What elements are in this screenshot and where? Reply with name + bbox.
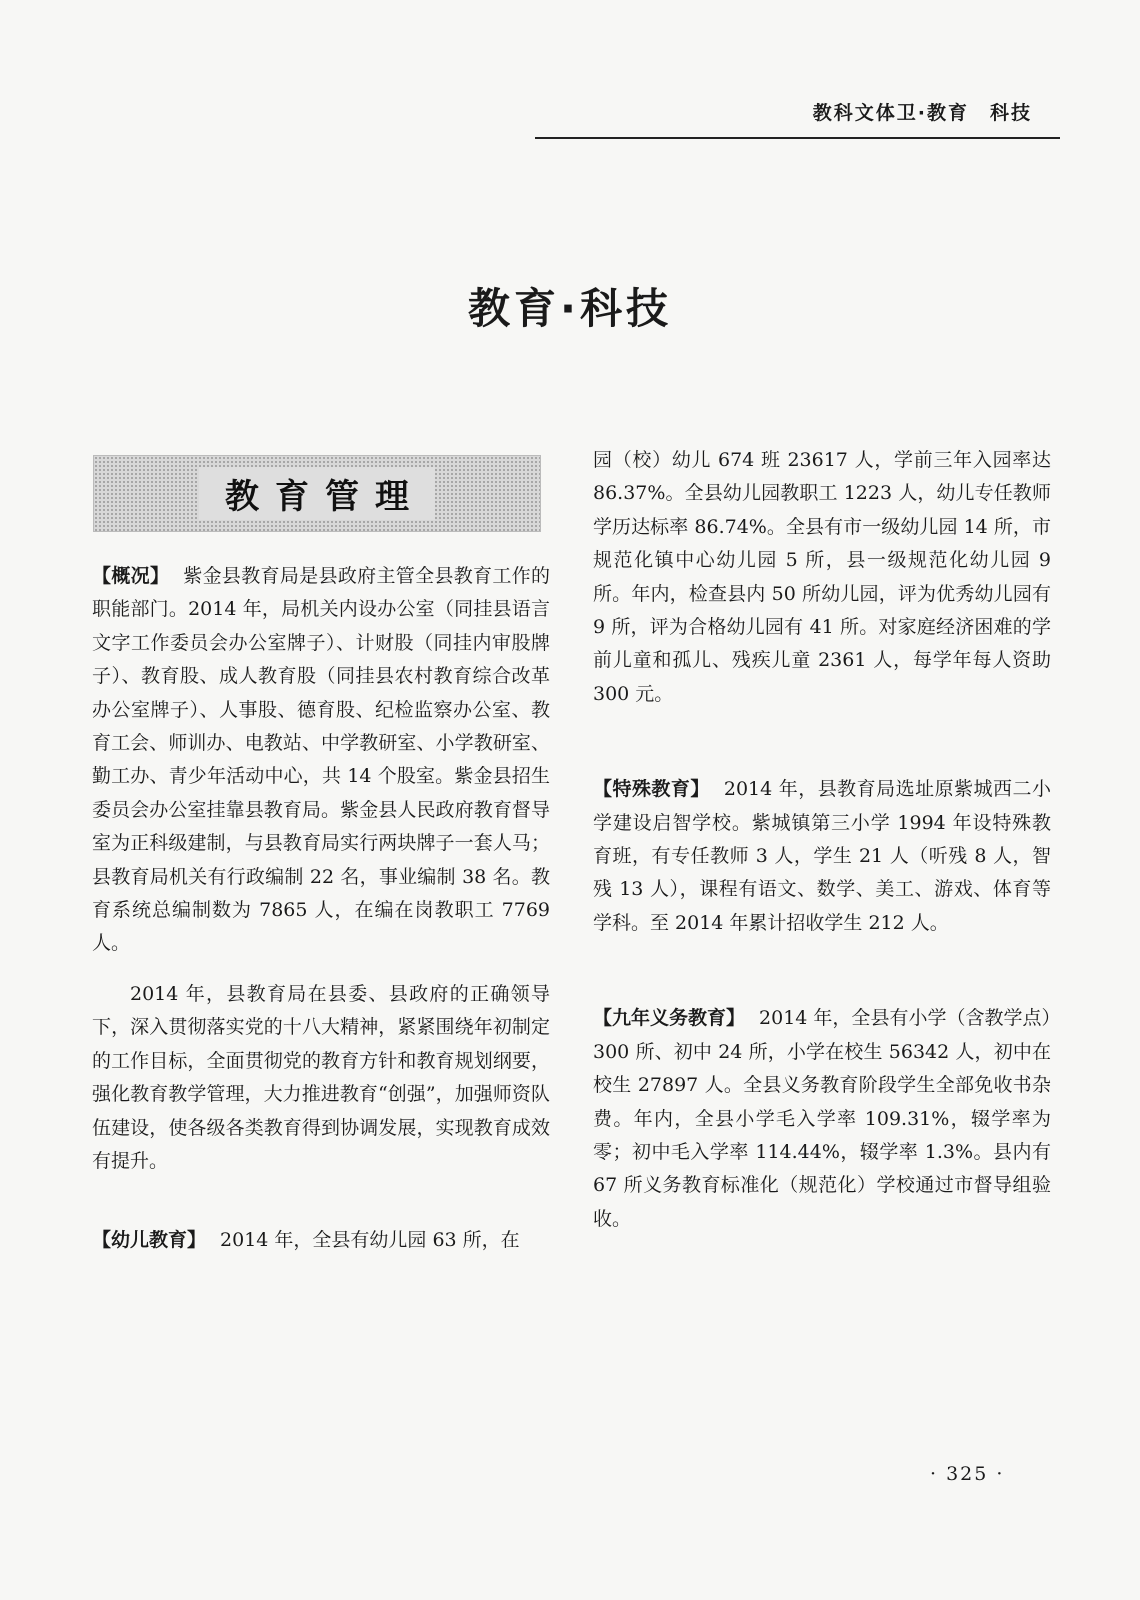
section-banner	[93, 455, 541, 532]
special-education-tag: 【特殊教育】	[593, 778, 710, 801]
paragraph-preschool	[92, 1224, 550, 1257]
right-column	[593, 444, 1051, 1236]
header-rule	[535, 137, 1060, 139]
section-banner-title: 教育管理	[199, 467, 435, 520]
paragraph-compulsory-education	[593, 1002, 1051, 1236]
running-header: 教科文体卫·教育 科技	[812, 102, 1032, 124]
compulsory-education-text: 2014 年，全县有小学（含教学点）300 所、初中 24 所，小学在校生 56342 人，初中在校生 27897 人。全县义务教育阶段学生全部免收书杂费。年内，全县小学毛入学率 109.31%，辍学率为零；初中毛入学率 114.44%，辍学率 1.3%。县内有 67 所义务教育标准化（规范化）学校通过市督导组验收。	[593, 1007, 1051, 1230]
overview-text: 紫金县教育局是县政府主管全县教育工作的职能部门。2014 年，局机关内设办公室（同挂县语言文字工作委员会办公室牌子）、计财股（同挂内审股牌子）、教育股、成人教育股（同挂县农村教育综合改革办公室牌子）、人事股、德育股、纪检监察办公室、教育工会、师训办、电教站、中学教研室、小学教研室、勤工办、青少年活动中心，共 14 个股室。紫金县招生委员会办公室挂靠县教育局。紫金县人民政府教育督导室为正科级建制，与县教育局实行两块牌子一套人马；县教育局机关有行政编制 22 名，事业编制 38 名。教育系统总编制数为 7865 人，在编在岗教职工 7769 人。	[92, 565, 550, 955]
left-column	[92, 560, 550, 1258]
paragraph-special-education	[593, 773, 1051, 940]
chapter-title: 教育·科技	[468, 284, 672, 333]
special-education-text: 2014 年，县教育局选址原紫城西二小学建设启智学校。紫城镇第三小学 1994 年设特殊教育班，有专任教师 3 人，学生 21 人（听残 8 人，智残 13 人），课程有语文、数学、美工、游戏、体育等学科。至 2014 年累计招收学生 212 人。	[593, 778, 1051, 934]
paragraph-preschool-continued: 园（校）幼儿 674 班 23617 人，学前三年入园率达 86.37%。全县幼儿园教职工 1223 人，幼儿专任教师学历达标率 86.74%。全县有市一级幼儿园 14 所，市规范化镇中心幼儿园 5 所，县一级规范化幼儿园 9 所。年内，检查县内 50 所幼儿园，评为优秀幼儿园有 9 所，评为合格幼儿园有 41 所。对家庭经济困难的学前儿童和孤儿、残疾儿童 2361 人，每学年每人资助 300 元。	[593, 449, 1051, 705]
overview-tag: 【概况】	[92, 565, 170, 587]
compulsory-education-tag: 【九年义务教育】	[593, 1007, 746, 1030]
paragraph-overview	[92, 560, 550, 961]
page-number: · 325 ·	[930, 1463, 1005, 1485]
paragraph-summary: 2014 年，县教育局在县委、县政府的正确领导下，深入贯彻落实党的十八大精神，紧紧围绕年初制定的工作目标，全面贯彻党的教育方针和教育规划纲要，强化教育教学管理，大力推进教育“创强”，加强师资队伍建设，使各级各类教育得到协调发展，实现教育成效有提升。	[92, 982, 550, 1172]
preschool-tag: 【幼儿教育】	[92, 1229, 207, 1252]
preschool-text: 2014 年，全县有幼儿园 63 所，在	[220, 1229, 520, 1252]
